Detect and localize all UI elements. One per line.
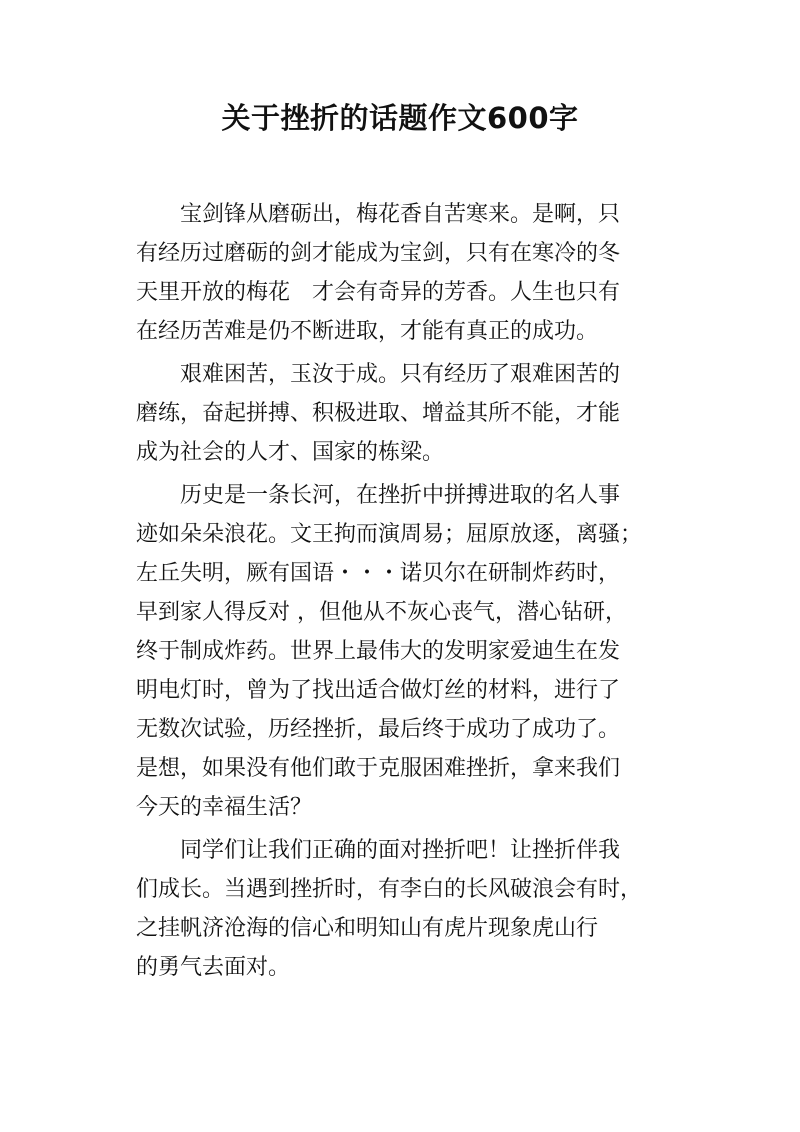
paragraph-line: 艰难困苦，玉汝于成。只有经历了艰难困苦的 — [180, 362, 621, 387]
paragraph-line: 磨练，奋起拼搏、积极进取、增益其所不能，才能 — [136, 401, 621, 426]
paragraph-line: 迹如朵朵浪花。文王拘而演周易；屈原放逐，离骚； — [136, 522, 643, 547]
paragraph-line: 明电灯时，曾为了找出适合做灯丝的材料，进行了 — [136, 678, 621, 703]
paragraph-line: 历史是一条长河，在挫折中拼搏进取的名人事 — [180, 483, 621, 508]
paragraph-line: 们成长。当遇到挫折时，有李白的长风破浪会有时， — [136, 877, 643, 902]
paragraph-line: 宝剑锋从磨砺出，梅花香自苦寒来。是啊，只 — [180, 202, 621, 227]
document-title: 关于挫折的话题作文600字 — [221, 101, 579, 135]
paragraph-line: 在经历苦难是仍不断进取，才能有真正的成功。 — [136, 319, 599, 344]
paragraph-2 — [136, 355, 666, 472]
paragraph-line: 之挂帆济沧海的信心和明知山有虎片现象虎山行 — [136, 916, 599, 941]
paragraph-line: 有经历过磨砺的剑才能成为宝剑，只有在寒冷的冬 — [136, 241, 621, 266]
paragraph-line: 无数次试验，历经挫折，最后终于成功了成功了。 — [136, 717, 621, 742]
paragraph-line: 的勇气去面对。 — [136, 955, 291, 980]
paragraph-line: 成为社会的人才、国家的栋梁。 — [136, 440, 445, 465]
paragraph-line: 终于制成炸药。世界上最伟大的发明家爱迪生在发 — [136, 639, 621, 664]
document-body — [136, 195, 666, 987]
paragraph-line: 是想，如果没有他们敢于克服困难挫折，拿来我们 — [136, 756, 621, 781]
paragraph-line: 左丘失明，厥有国语・・・诺贝尔在研制炸药时， — [136, 561, 621, 586]
paragraph-3 — [136, 476, 666, 827]
paragraph-line: 今天的幸福生活？ — [136, 795, 313, 820]
paragraph-1 — [136, 195, 666, 351]
paragraph-4 — [136, 831, 666, 987]
paragraph-line: 同学们让我们正确的面对挫折吧！让挫折伴我 — [180, 838, 621, 863]
paragraph-line: 早到家人得反对 ，但他从不灰心丧气，潜心钻研， — [136, 600, 627, 625]
paragraph-line: 天里开放的梅花 才会有奇异的芳香。人生也只有 — [136, 280, 621, 305]
